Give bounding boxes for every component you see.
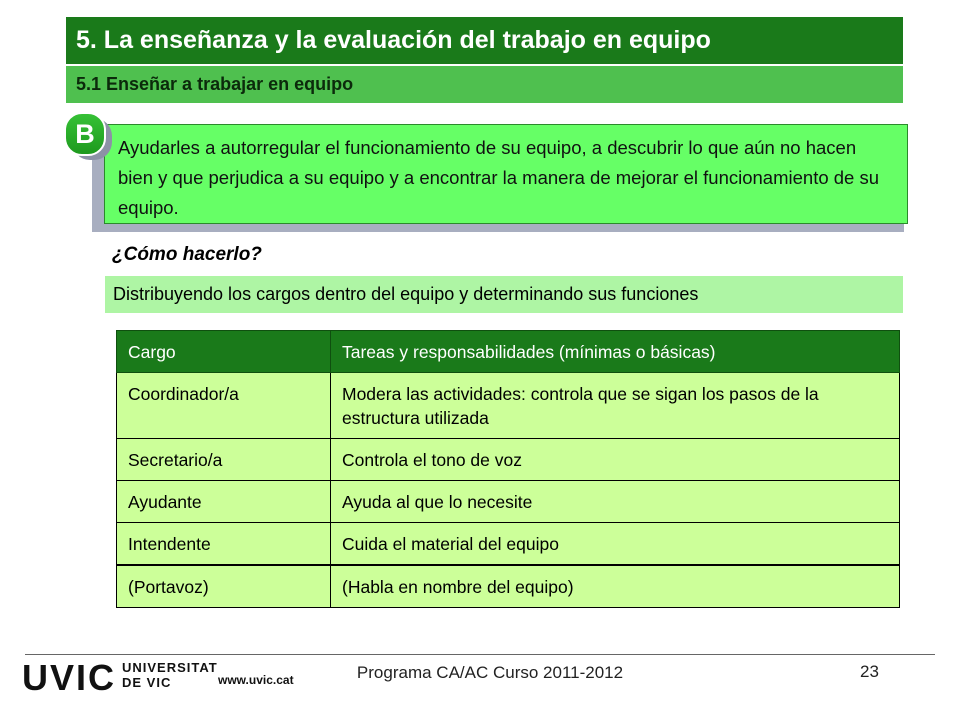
page-number: 23 — [860, 662, 879, 681]
role-cell: Secretario/a — [117, 439, 331, 481]
role-cell: Intendente — [117, 523, 331, 566]
table-row — [117, 481, 900, 523]
footer-divider — [25, 654, 935, 655]
uvic-logo: UVIC — [22, 657, 117, 698]
uvic-logo-subtitle — [122, 660, 218, 690]
task-cell: (Habla en nombre del equipo) — [331, 565, 900, 608]
section-badge: B — [64, 112, 106, 156]
table-row — [117, 439, 900, 481]
role-cell: (Portavoz) — [117, 565, 331, 608]
header-cargo: Cargo — [117, 331, 331, 373]
role-cell: Coordinador/a — [117, 373, 331, 439]
table-row — [117, 523, 900, 566]
task-cell: Cuida el material del equipo — [331, 523, 900, 566]
how-heading: ¿Cómo hacerlo? — [112, 244, 262, 265]
table-header-row — [117, 331, 900, 373]
objective-text: Ayudarles a autorregular el funcionamiento de su equipo, a descubrir lo que aún no hacen bien y que perjudica a su equipo y a encontrar la manera de mejorar el funcionamiento de su equipo. — [118, 137, 880, 218]
task-cell: Controla el tono de voz — [331, 439, 900, 481]
table-row — [117, 373, 900, 439]
objective-box — [104, 124, 908, 224]
website-link[interactable]: www.uvic.cat — [218, 673, 294, 687]
slide-title: 5. La enseñanza y la evaluación del trabajo en equipo — [66, 17, 903, 64]
slide-subtitle: 5.1 Enseñar a trabajar en equipo — [66, 66, 903, 103]
logo-line-2: DE VIC — [122, 675, 172, 690]
logo-line-1: UNIVERSITAT — [122, 660, 218, 675]
roles-table — [116, 330, 900, 608]
footer-course: Programa CA/AC Curso 2011-2012 — [356, 663, 624, 682]
role-cell: Ayudante — [117, 481, 331, 523]
table-row — [117, 565, 900, 608]
task-cell: Ayuda al que lo necesite — [331, 481, 900, 523]
method-banner: Distribuyendo los cargos dentro del equipo y determinando sus funciones — [105, 276, 903, 313]
task-cell: Modera las actividades: controla que se sigan los pasos de la estructura utilizada — [331, 373, 900, 439]
header-tareas: Tareas y responsabilidades (mínimas o básicas) — [331, 331, 900, 373]
